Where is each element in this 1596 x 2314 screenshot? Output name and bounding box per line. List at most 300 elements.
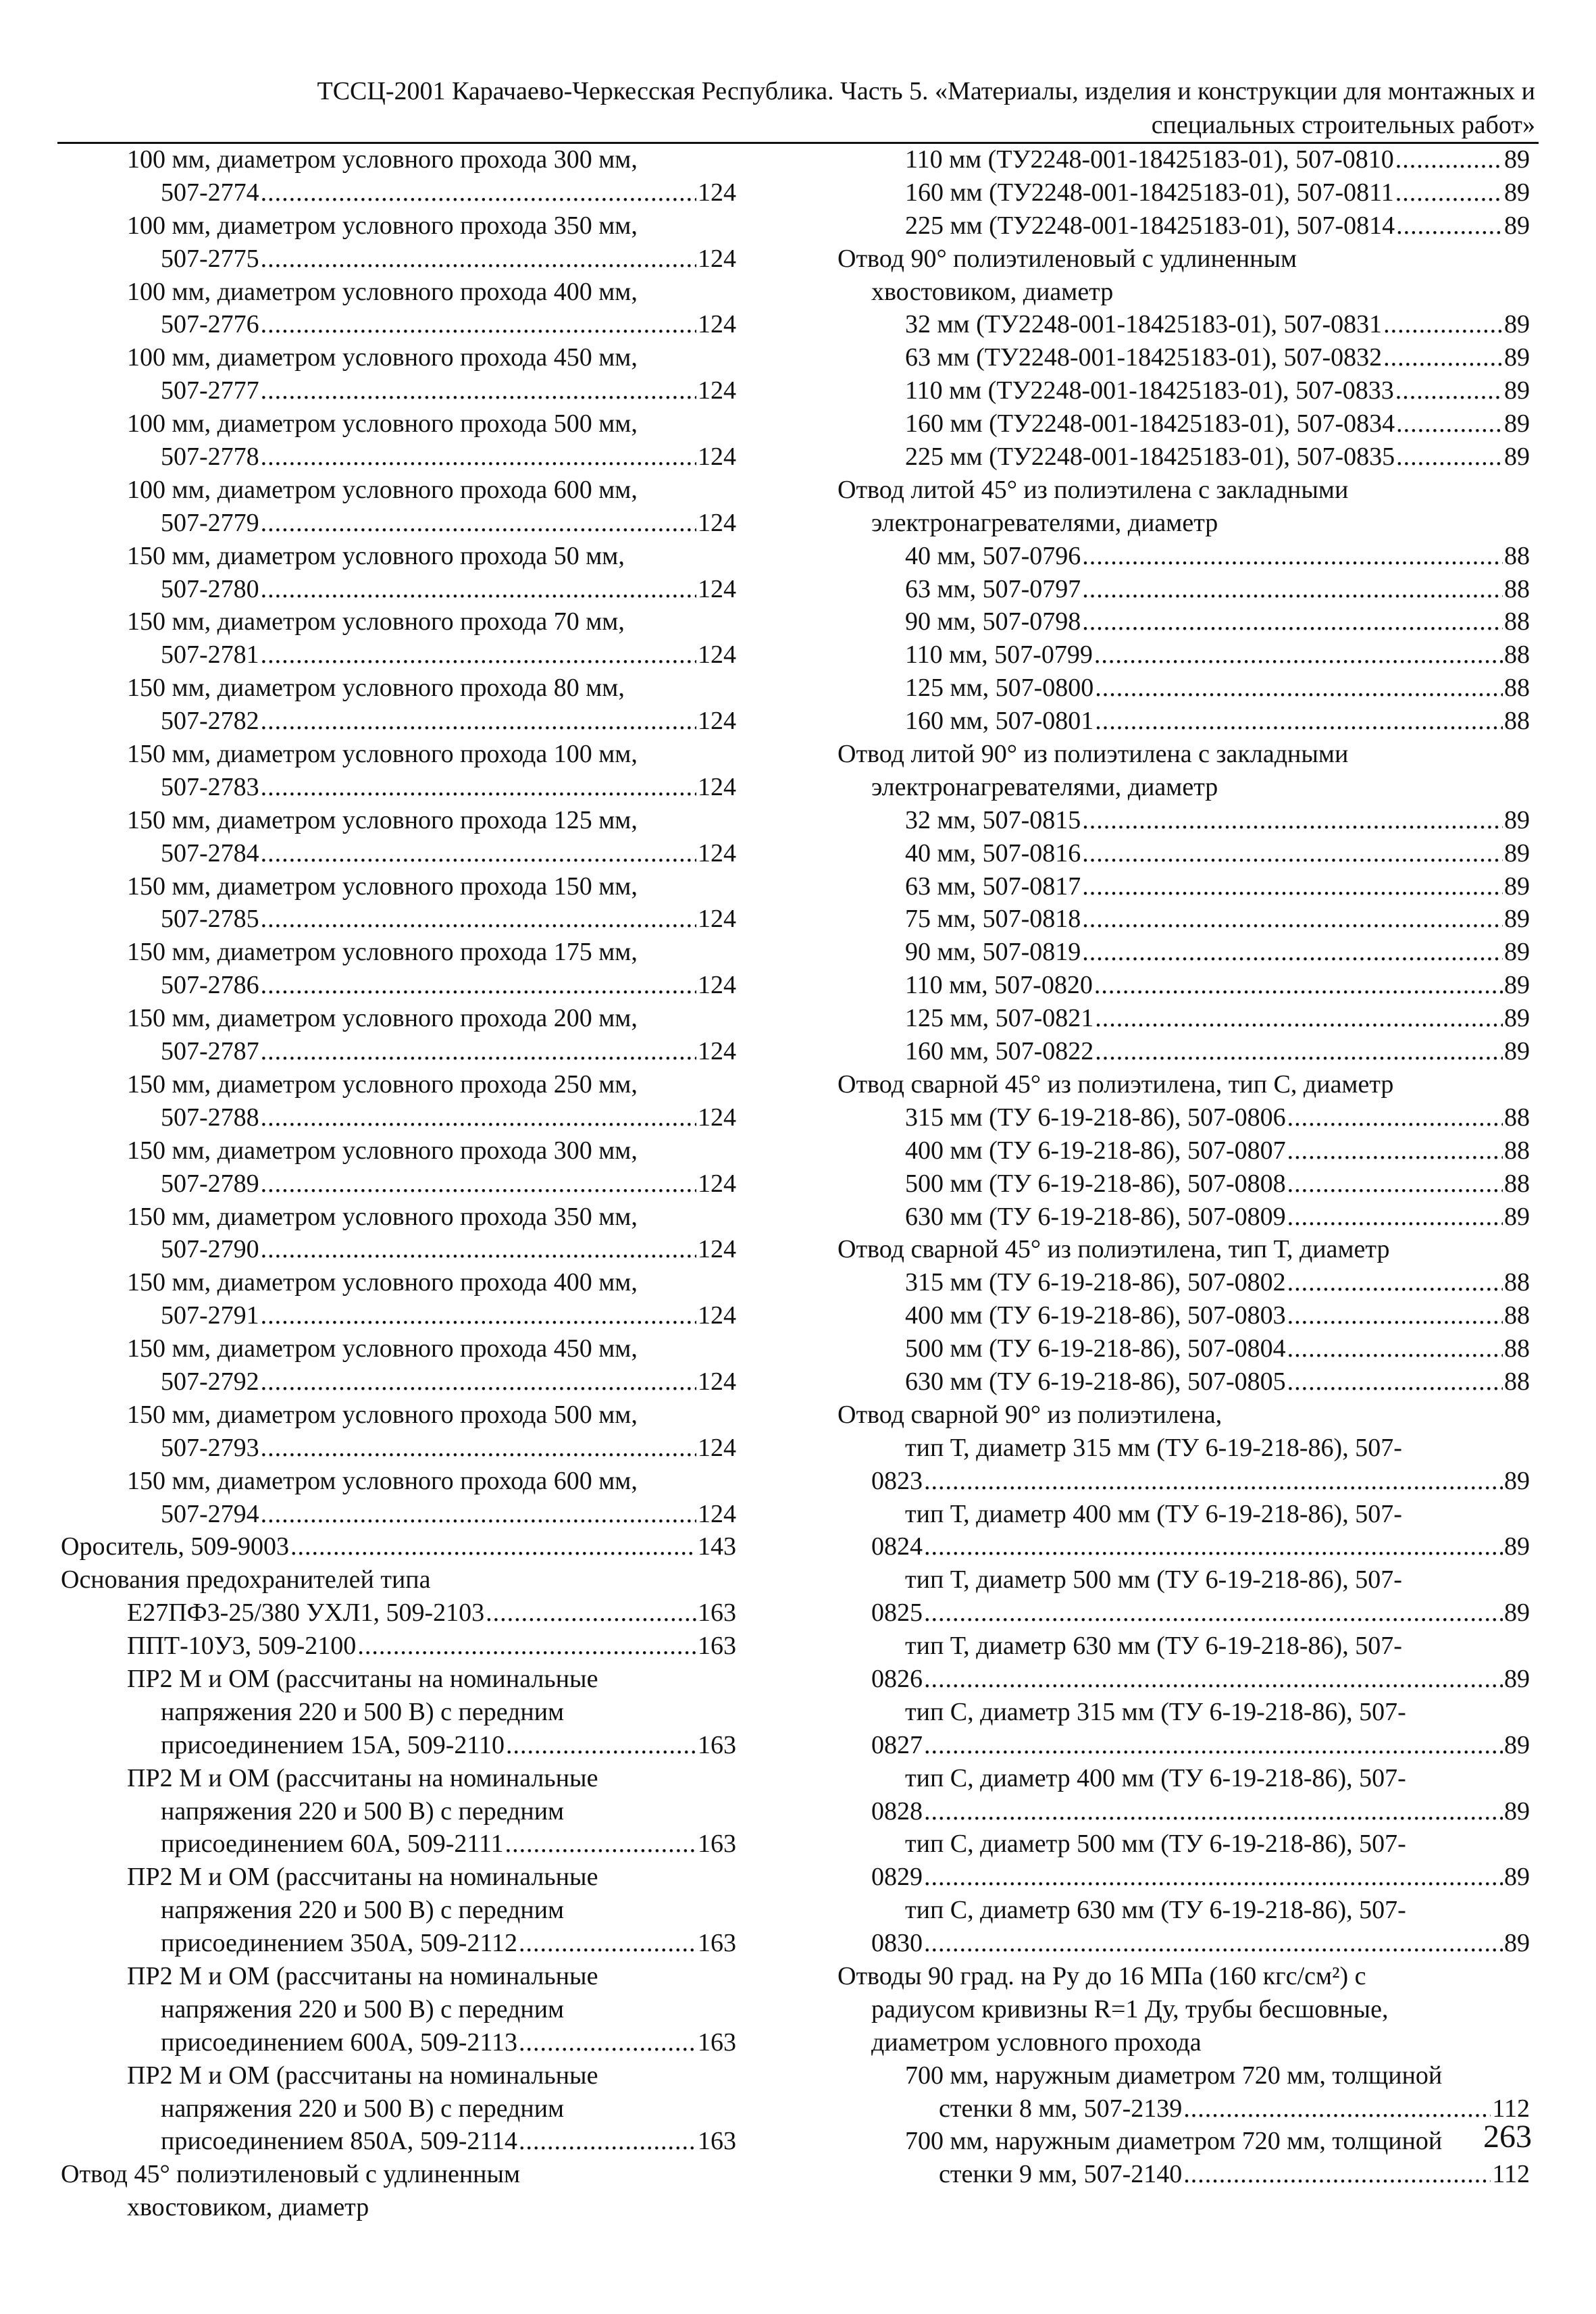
entry-text: 507-2777 — [161, 376, 259, 405]
entry-page-number: 124 — [698, 376, 736, 405]
index-heading — [61, 2059, 736, 2092]
dot-leader — [261, 1167, 696, 1201]
index-entry — [61, 1167, 736, 1201]
entry-page-number: 89 — [1504, 938, 1530, 967]
index-heading — [61, 1663, 736, 1696]
entry-text: 507-2789 — [161, 1169, 259, 1198]
dot-leader — [1383, 341, 1503, 374]
entry-page-number: 88 — [1504, 640, 1530, 670]
entry-text: напряжения 220 и 500 В) с передним — [161, 1697, 565, 1726]
index-entry — [838, 837, 1530, 870]
entry-text: 630 мм (ТУ 6-19-218-86), 507-0809 — [905, 1202, 1286, 1231]
entry-text: 160 мм, 507-0822 — [905, 1037, 1094, 1066]
dot-leader — [924, 1795, 1503, 1828]
entry-text: 0823 — [871, 1466, 923, 1495]
index-entry — [838, 1795, 1530, 1828]
dot-leader — [1287, 1266, 1503, 1299]
index-entry — [838, 573, 1530, 606]
index-heading — [838, 2125, 1530, 2158]
entry-text: 150 мм, диаметром условного прохода 250 мм, — [127, 1070, 638, 1099]
entry-text: тип Т, диаметр 630 мм (ТУ 6-19-218-86), 507- — [905, 1632, 1402, 1661]
entry-text: 160 мм (ТУ2248-001-18425183-01), 507-0834 — [905, 409, 1395, 438]
index-heading — [838, 771, 1530, 804]
index-entry — [61, 771, 736, 804]
index-entry — [61, 837, 736, 870]
dot-leader — [1287, 1201, 1503, 1234]
entry-text: 507-2791 — [161, 1301, 259, 1330]
entry-page-number: 124 — [698, 310, 736, 339]
entry-page-number: 163 — [698, 2127, 736, 2156]
entry-text: 507-2779 — [161, 508, 259, 537]
entry-page-number: 89 — [1504, 211, 1530, 240]
entry-text: напряжения 220 и 500 В) с передним — [161, 1796, 565, 1826]
entry-text: 507-2781 — [161, 640, 259, 670]
entry-text: Отвод литой 45° из полиэтилена с закладными — [838, 475, 1349, 504]
dot-leader — [924, 1663, 1503, 1696]
entry-page-number: 89 — [1504, 1466, 1530, 1495]
dot-leader — [1395, 374, 1503, 407]
dot-leader — [1094, 638, 1503, 672]
entry-text: 315 мм (ТУ 6-19-218-86), 507-0806 — [905, 1103, 1286, 1132]
dot-leader — [1082, 573, 1503, 606]
entry-text: напряжения 220 и 500 В) с передним — [161, 1994, 565, 2023]
index-heading — [61, 605, 736, 638]
dot-leader — [1183, 2158, 1491, 2191]
dot-leader — [1095, 672, 1503, 705]
entry-text: 150 мм, диаметром условного прохода 200 мм, — [127, 1004, 638, 1033]
entry-text: 315 мм (ТУ 6-19-218-86), 507-0802 — [905, 1268, 1286, 1297]
entry-text: ПР2 М и ОМ (рассчитаны на номинальные — [127, 1961, 598, 1990]
entry-page-number: 124 — [698, 707, 736, 736]
dot-leader — [261, 573, 696, 606]
entry-text: 32 мм (ТУ2248-001-18425183-01), 507-0831 — [905, 310, 1383, 339]
entry-text: 507-2785 — [161, 905, 259, 934]
index-entry — [61, 1365, 736, 1399]
index-entry — [838, 1101, 1530, 1134]
entry-text: тип С, диаметр 500 мм (ТУ 6-19-218-86), 507- — [905, 1830, 1406, 1859]
dot-leader — [261, 705, 696, 738]
entry-text: Отвод сварной 90° из полиэтилена, — [838, 1400, 1222, 1429]
index-entry — [61, 243, 736, 276]
index-entry — [61, 1233, 736, 1266]
dot-leader — [1395, 176, 1503, 209]
dot-leader — [1082, 605, 1503, 638]
entry-text: 100 мм, диаметром условного прохода 500 мм, — [127, 409, 638, 438]
entry-text: 0830 — [871, 1929, 923, 1958]
entry-text: 507-2778 — [161, 443, 259, 472]
index-heading — [61, 1960, 736, 1993]
entry-text: 507-2782 — [161, 707, 259, 736]
index-entry — [838, 1134, 1530, 1167]
index-heading — [838, 1498, 1530, 1531]
entry-text: присоединением 350А, 509-2112 — [161, 1929, 518, 1958]
index-heading — [838, 507, 1530, 540]
dot-leader — [1287, 1332, 1503, 1365]
index-entry — [61, 2125, 736, 2158]
entry-page-number: 89 — [1504, 1532, 1530, 1561]
index-entry — [61, 903, 736, 936]
index-heading — [61, 2092, 736, 2126]
entry-text: Отвод сварной 45° из полиэтилена, тип С, диаметр — [838, 1070, 1394, 1099]
entry-page-number: 124 — [698, 244, 736, 273]
index-heading — [838, 474, 1530, 507]
entry-page-number: 124 — [698, 1433, 736, 1462]
entry-page-number: 88 — [1504, 1334, 1530, 1363]
dot-leader — [1082, 936, 1503, 969]
entry-text: 507-2774 — [161, 178, 259, 207]
entry-page-number: 124 — [698, 1103, 736, 1132]
entry-text: 507-2788 — [161, 1103, 259, 1132]
index-entry — [838, 705, 1530, 738]
entry-text: 507-2792 — [161, 1367, 259, 1396]
entry-text: 125 мм, 507-0800 — [905, 674, 1094, 703]
entry-page-number: 89 — [1504, 905, 1530, 934]
index-entry — [61, 1630, 736, 1663]
entry-page-number: 124 — [698, 838, 736, 867]
entry-page-number: 88 — [1504, 1367, 1530, 1396]
entry-text: 630 мм (ТУ 6-19-218-86), 507-0805 — [905, 1367, 1286, 1396]
entry-text: 150 мм, диаметром условного прохода 300 мм, — [127, 1136, 638, 1165]
entry-text: тип С, диаметр 630 мм (ТУ 6-19-218-86), 507- — [905, 1896, 1406, 1925]
index-heading — [838, 738, 1530, 771]
dot-leader — [1082, 837, 1503, 870]
index-entry — [838, 540, 1530, 573]
entry-page-number: 124 — [698, 1235, 736, 1264]
entry-text: электронагревателями, диаметр — [871, 508, 1218, 537]
entry-text: электронагревателями, диаметр — [871, 772, 1218, 801]
dot-leader — [261, 638, 696, 672]
dot-leader — [486, 1596, 696, 1630]
index-heading — [61, 1563, 736, 1596]
entry-text: 40 мм, 507-0796 — [905, 541, 1081, 570]
index-heading — [838, 1696, 1530, 1729]
entry-text: 150 мм, диаметром условного прохода 500 мм, — [127, 1400, 638, 1429]
entry-page-number: 89 — [1504, 1664, 1530, 1693]
index-heading — [61, 1861, 736, 1894]
entry-text: Отвод сварной 45° из полиэтилена, тип Т, диаметр — [838, 1235, 1390, 1264]
index-entry — [61, 1498, 736, 1531]
entry-text: Отвод 90° полиэтиленовый с удлиненным — [838, 244, 1297, 273]
dot-leader — [924, 1729, 1503, 1762]
dot-leader — [506, 1729, 696, 1762]
index-heading — [61, 1795, 736, 1828]
entry-page-number: 88 — [1504, 1301, 1530, 1330]
entry-page-number: 124 — [698, 178, 736, 207]
entry-page-number: 163 — [698, 1730, 736, 1759]
entry-text: 507-2793 — [161, 1433, 259, 1462]
entry-text: 150 мм, диаметром условного прохода 150 мм, — [127, 872, 638, 901]
dot-leader — [1287, 1365, 1503, 1399]
entry-page-number: 89 — [1504, 310, 1530, 339]
entry-text: 40 мм, 507-0816 — [905, 838, 1081, 867]
entry-page-number: 143 — [698, 1532, 736, 1561]
entry-text: 0828 — [871, 1796, 923, 1826]
index-heading — [838, 2026, 1530, 2059]
entry-text: 100 мм, диаметром условного прохода 400 мм, — [127, 277, 638, 306]
entry-text: 225 мм (ТУ2248-001-18425183-01), 507-0814 — [905, 211, 1395, 240]
dot-leader — [261, 1432, 696, 1465]
index-heading — [61, 407, 736, 441]
entry-text: присоединением 850А, 509-2114 — [161, 2127, 518, 2156]
index-entry — [61, 969, 736, 1002]
entry-text: 0824 — [871, 1532, 923, 1561]
index-heading — [838, 1960, 1530, 1993]
dot-leader — [261, 176, 696, 209]
index-heading — [61, 804, 736, 837]
dot-leader — [1183, 2092, 1491, 2126]
dot-leader — [1095, 1035, 1503, 1068]
entry-page-number: 163 — [698, 1830, 736, 1859]
index-heading — [838, 1432, 1530, 1465]
entry-page-number: 89 — [1504, 1599, 1530, 1628]
index-heading — [61, 738, 736, 771]
entry-text: 150 мм, диаметром условного прохода 400 мм, — [127, 1268, 638, 1297]
index-entry — [838, 209, 1530, 243]
entry-page-number: 89 — [1504, 1863, 1530, 1892]
entry-text: 225 мм (ТУ2248-001-18425183-01), 507-0835 — [905, 443, 1395, 472]
dot-leader — [1095, 705, 1503, 738]
index-heading — [61, 1465, 736, 1498]
index-heading — [61, 1399, 736, 1432]
dot-leader — [505, 1828, 696, 1861]
index-entry — [61, 573, 736, 606]
entry-page-number: 163 — [698, 1929, 736, 1958]
index-entry — [61, 638, 736, 672]
entry-text: 0827 — [871, 1730, 923, 1759]
entry-text: диаметром условного прохода — [871, 2028, 1202, 2057]
entry-text: напряжения 220 и 500 В) с передним — [161, 2094, 565, 2123]
dot-leader — [290, 1530, 696, 1563]
index-entry — [61, 1432, 736, 1465]
index-entry — [838, 1663, 1530, 1696]
index-heading — [61, 540, 736, 573]
index-heading — [838, 276, 1530, 309]
dot-leader — [1287, 1299, 1503, 1332]
entry-text: 507-2776 — [161, 310, 259, 339]
entry-text: хвостовиком, диаметр — [127, 2193, 369, 2222]
dot-leader — [1383, 308, 1503, 341]
entry-text: 0825 — [871, 1599, 923, 1628]
running-header-line-1: ТССЦ-2001 Карачаево-Черкесская Республика. Часть 5. «Материалы, изделия и конструкции для монтажных и — [317, 77, 1535, 105]
entry-text: 125 мм, 507-0821 — [905, 1004, 1094, 1033]
entry-page-number: 124 — [698, 443, 736, 472]
index-heading — [838, 2059, 1530, 2092]
entry-text: 150 мм, диаметром условного прохода 450 мм, — [127, 1334, 638, 1363]
dot-leader — [519, 2125, 696, 2158]
dot-leader — [924, 1530, 1503, 1563]
index-heading — [838, 1630, 1530, 1663]
entry-text: 100 мм, диаметром условного прохода 600 мм, — [127, 475, 638, 504]
entry-text: ПР2 М и ОМ (рассчитаны на номинальные — [127, 2061, 598, 2090]
index-entry — [838, 1861, 1530, 1894]
dot-leader — [1396, 441, 1503, 474]
index-entry — [838, 903, 1530, 936]
index-entry — [838, 374, 1530, 407]
entry-page-number: 88 — [1504, 1169, 1530, 1198]
entry-text: 150 мм, диаметром условного прохода 350 мм, — [127, 1202, 638, 1231]
entry-text: стенки 8 мм, 507-2139 — [939, 2094, 1183, 2123]
entry-page-number: 89 — [1504, 145, 1530, 174]
entry-text: радиусом кривизны R=1 Ду, трубы бесшовные, — [871, 1994, 1389, 2023]
entry-text: 160 мм, 507-0801 — [905, 707, 1094, 736]
index-heading — [61, 1762, 736, 1795]
dot-leader — [924, 1465, 1503, 1498]
index-heading — [838, 1993, 1530, 2026]
right-column — [838, 143, 1530, 2191]
entry-page-number: 124 — [698, 905, 736, 934]
index-heading — [838, 1399, 1530, 1432]
dot-leader — [519, 1927, 696, 1960]
dot-leader — [261, 837, 696, 870]
entry-text: Основания предохранителей типа — [61, 1565, 431, 1594]
entry-text: присоединением 15А, 509-2110 — [161, 1730, 505, 1759]
index-entry — [61, 1101, 736, 1134]
entry-text: ПР2 М и ОМ (рассчитаны на номинальные — [127, 1664, 598, 1693]
entry-page-number: 89 — [1504, 409, 1530, 438]
entry-text: тип Т, диаметр 500 мм (ТУ 6-19-218-86), 507- — [905, 1565, 1402, 1594]
index-entry — [838, 1365, 1530, 1399]
entry-text: 63 мм (ТУ2248-001-18425183-01), 507-0832 — [905, 343, 1383, 372]
index-entry — [61, 705, 736, 738]
index-heading — [61, 672, 736, 705]
entry-text: 100 мм, диаметром условного прохода 300 мм, — [127, 145, 638, 174]
entry-text: 110 мм, 507-0820 — [905, 971, 1093, 1000]
index-entry — [61, 2026, 736, 2059]
index-heading — [61, 1068, 736, 1101]
index-heading — [61, 143, 736, 176]
index-entry — [838, 143, 1530, 176]
dot-leader — [261, 507, 696, 540]
index-entry — [61, 1927, 736, 1960]
index-heading — [61, 341, 736, 374]
index-entry — [838, 441, 1530, 474]
index-heading — [61, 1696, 736, 1729]
dot-leader — [261, 1365, 696, 1399]
running-header — [61, 74, 1535, 142]
entry-text: 150 мм, диаметром условного прохода 80 мм, — [127, 674, 625, 703]
entry-text: 100 мм, диаметром условного прохода 450 мм, — [127, 343, 638, 372]
index-heading — [838, 1828, 1530, 1861]
entry-text: 110 мм (ТУ2248-001-18425183-01), 507-0810 — [905, 145, 1394, 174]
entry-page-number: 89 — [1504, 1037, 1530, 1066]
entry-text: 90 мм, 507-0819 — [905, 938, 1081, 967]
entry-text: ПР2 М и ОМ (рассчитаны на номинальные — [127, 1763, 598, 1792]
entry-page-number: 89 — [1504, 1929, 1530, 1958]
index-entry — [61, 441, 736, 474]
entry-text: 507-2790 — [161, 1235, 259, 1264]
entry-text: 507-2775 — [161, 244, 259, 273]
entry-page-number: 124 — [698, 971, 736, 1000]
entry-page-number: 89 — [1504, 971, 1530, 1000]
entry-text: 110 мм, 507-0799 — [905, 640, 1093, 670]
index-heading — [61, 936, 736, 969]
index-entry — [838, 2158, 1530, 2191]
index-entry — [838, 308, 1530, 341]
index-entry — [838, 1201, 1530, 1234]
entry-text: 400 мм (ТУ 6-19-218-86), 507-0803 — [905, 1301, 1286, 1330]
entry-page-number: 163 — [698, 2028, 736, 2057]
entry-text: 150 мм, диаметром условного прохода 125 мм, — [127, 805, 638, 834]
entry-page-number: 124 — [698, 772, 736, 801]
index-heading — [61, 474, 736, 507]
entry-page-number: 124 — [698, 1367, 736, 1396]
dot-leader — [1287, 1101, 1503, 1134]
entry-page-number: 88 — [1504, 707, 1530, 736]
index-entry — [838, 605, 1530, 638]
index-entry — [838, 1266, 1530, 1299]
dot-leader — [1082, 870, 1503, 903]
index-heading — [838, 1762, 1530, 1795]
index-heading — [61, 1894, 736, 1927]
running-header-line-2: специальных строительных работ» — [1151, 111, 1535, 139]
index-entry — [838, 407, 1530, 441]
index-heading — [61, 1201, 736, 1234]
index-entry — [838, 672, 1530, 705]
index-entry — [838, 1035, 1530, 1068]
dot-leader — [357, 1630, 696, 1663]
entry-text: тип С, диаметр 400 мм (ТУ 6-19-218-86), 507- — [905, 1763, 1406, 1792]
entry-page-number: 89 — [1504, 872, 1530, 901]
index-entry — [838, 2092, 1530, 2126]
entry-text: стенки 9 мм, 507-2140 — [939, 2160, 1183, 2189]
index-entry — [838, 1729, 1530, 1762]
index-entry — [838, 804, 1530, 837]
entry-text: 507-2786 — [161, 971, 259, 1000]
entry-text: Е27ПФ3-25/380 УХЛ1, 509-2103 — [127, 1599, 485, 1628]
index-entry — [838, 341, 1530, 374]
entry-page-number: 88 — [1504, 607, 1530, 636]
index-heading — [838, 1563, 1530, 1596]
index-heading — [61, 870, 736, 903]
entry-text: присоединением 600А, 509-2113 — [161, 2028, 518, 2057]
index-heading — [838, 243, 1530, 276]
dot-leader — [261, 969, 696, 1002]
left-column — [61, 143, 736, 2224]
entry-text: тип С, диаметр 315 мм (ТУ 6-19-218-86), 507- — [905, 1697, 1406, 1726]
index-entry — [61, 1828, 736, 1861]
index-entry — [838, 1465, 1530, 1498]
index-entry — [838, 1167, 1530, 1201]
dot-leader — [1095, 1002, 1503, 1035]
dot-leader — [924, 1861, 1503, 1894]
index-entry — [838, 176, 1530, 209]
dot-leader — [924, 1596, 1503, 1630]
entry-page-number: 124 — [698, 1499, 736, 1528]
index-entry — [61, 1729, 736, 1762]
entry-page-number: 89 — [1504, 443, 1530, 472]
entry-text: Ороситель, 509-9003 — [61, 1532, 290, 1561]
index-entry — [838, 936, 1530, 969]
entry-text: хвостовиком, диаметр — [871, 277, 1114, 306]
entry-text: 150 мм, диаметром условного прохода 100 мм, — [127, 740, 638, 769]
entry-page-number: 88 — [1504, 574, 1530, 603]
entry-page-number: 89 — [1504, 1796, 1530, 1826]
entry-text: 150 мм, диаметром условного прохода 600 мм, — [127, 1466, 638, 1495]
entry-page-number: 88 — [1504, 1136, 1530, 1165]
entry-page-number: 124 — [698, 574, 736, 603]
dot-leader — [1082, 903, 1503, 936]
entry-text: 0826 — [871, 1664, 923, 1693]
entry-text: 90 мм, 507-0798 — [905, 607, 1081, 636]
entry-text: 507-2794 — [161, 1499, 259, 1528]
entry-text: 507-2780 — [161, 574, 259, 603]
entry-text: Отводы 90 град. на Ру до 16 МПа (160 кгс/см²) с — [838, 1961, 1366, 1990]
entry-page-number: 163 — [698, 1632, 736, 1661]
entry-text: ПР2 М и ОМ (рассчитаны на номинальные — [127, 1863, 598, 1892]
index-heading — [61, 276, 736, 309]
entry-text: 400 мм (ТУ 6-19-218-86), 507-0807 — [905, 1136, 1286, 1165]
dot-leader — [1082, 540, 1503, 573]
